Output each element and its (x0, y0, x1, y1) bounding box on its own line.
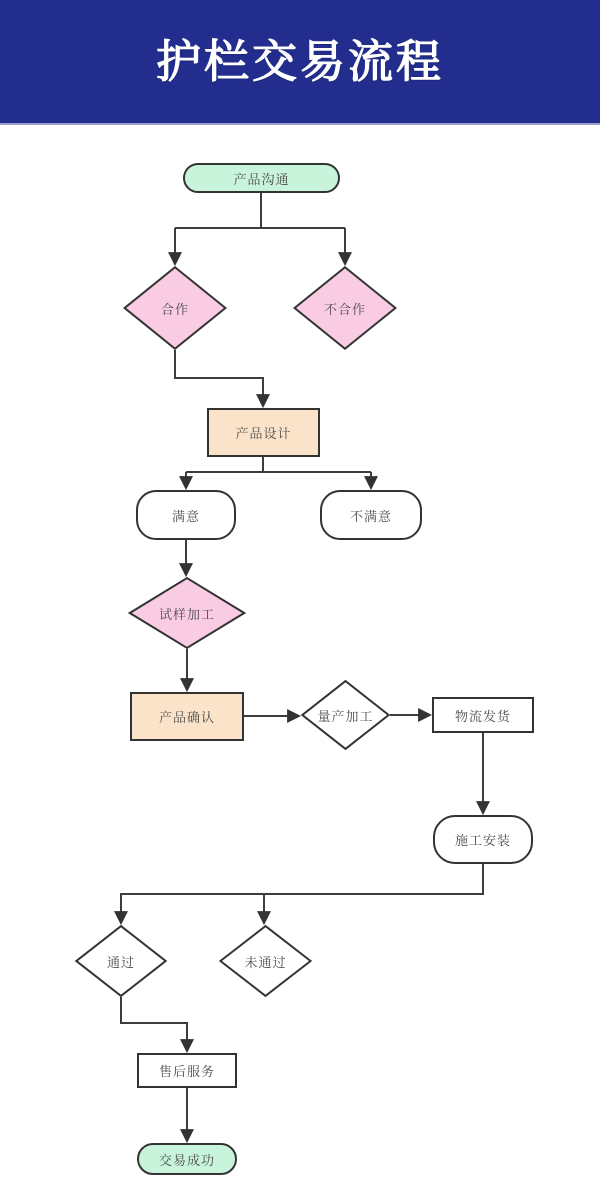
node-transaction-success (137, 1143, 237, 1175)
node-not-pass (219, 925, 312, 997)
node-label: 合作 (160, 302, 189, 318)
node-label: 施工安装 (454, 834, 511, 849)
node-after-sales (137, 1053, 237, 1088)
node-not-cooperate (293, 266, 397, 350)
node-label: 未通过 (244, 955, 287, 971)
node-label: 交易成功 (158, 1153, 215, 1169)
node-label: 产品设计 (235, 427, 292, 442)
node-label: 不满意 (349, 509, 392, 525)
node-not-satisfied (320, 490, 422, 540)
node-label: 产品沟通 (233, 172, 290, 188)
node-sample-processing (128, 577, 246, 649)
node-label: 不合作 (323, 302, 366, 318)
node-label: 物流发货 (454, 709, 511, 725)
node-logistics-shipping (432, 697, 534, 733)
node-label: 售后服务 (158, 1065, 215, 1080)
node-label: 量产加工 (317, 709, 374, 725)
node-product-confirmation (130, 692, 244, 741)
node-construction-install (433, 815, 533, 864)
edge-cooperate-to-design (175, 350, 263, 406)
edge-pass-to-aftersales (121, 997, 187, 1051)
node-product-communication (183, 163, 340, 193)
node-label: 产品确认 (158, 711, 215, 726)
node-label: 试样加工 (158, 607, 215, 623)
node-product-design (207, 408, 320, 457)
page-title: 护栏交易流程 (155, 35, 444, 88)
node-label: 满意 (171, 509, 200, 525)
edge-install-to-pass (121, 864, 483, 923)
node-pass (75, 925, 167, 997)
node-mass-production (301, 680, 390, 750)
node-satisfied (136, 490, 236, 540)
node-label: 通过 (106, 955, 135, 971)
node-cooperate (123, 266, 227, 350)
